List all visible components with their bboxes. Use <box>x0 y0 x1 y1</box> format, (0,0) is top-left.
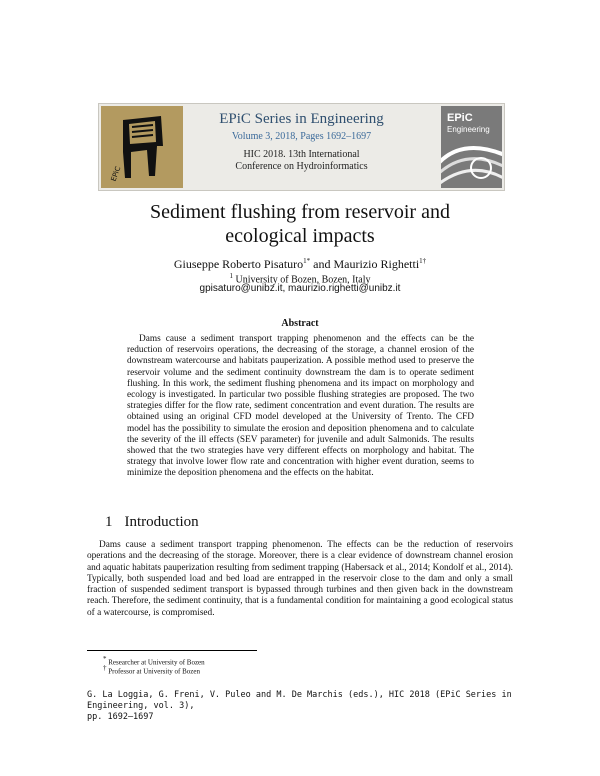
epic-engineering-logo <box>441 106 502 188</box>
author-list: Giuseppe Roberto Pisaturo$^{1*}$ and Maurizio Righetti$^{1\dagger}$ <box>173 257 427 271</box>
footnote-divider <box>87 650 257 651</box>
svg-text:EPiC: EPiC <box>109 165 123 183</box>
citation-footer: G. La Loggia, G. Freni, V. Puleo and M. De Marchis (eds.), HIC 2018 (EPiC Series in Engineering, vol. 3), pp. 1692–1697 <box>87 690 512 722</box>
footnote-1: * Researcher at University of Bozen <box>103 655 205 667</box>
abstract-heading: Abstract <box>281 318 319 329</box>
logo-engineering-label: Engineering <box>447 125 490 134</box>
abstract-text: Dams cause a sediment transport trapping phenomenon and the effects can be the reduction of reservoirs operations, the decreasing of the storage, a channel erosion of the downstream watercourse and habitats pauperization. A possible method used to preserve the reservoir volume and the sediment continuity downstream the dam is to operate sediment flushing. In this work, the sediment flushing phenomena and its impact on morphology and ecology is investigated. In particular two possible flushing strategies are proposed. The two strategies differ for the flow rate, sediment concentration and event duration. The results are obtained using an original CFD model developed at the University of Trento. The CFD model has the possibility to simulate the erosion and deposition phenomena and to calculate the severity of the ill effects (SEV parameter) for juvenile and adult Salmonids. The results showed that the two strategies have very different effects on morphology and habitat. The strategy that involve lower flow rate and concentration with higher event duration, seems to minimize the deposition phenomena and the effects on the habitat. <box>127 334 474 479</box>
author-name: Giuseppe Roberto Pisaturo <box>173 257 304 271</box>
conference-name: HIC 2018. 13th International Conference on Hydroinformatics <box>235 149 368 172</box>
affiliation: $^1$ University of Bozen, Bozen, Italy <box>229 272 371 286</box>
series-banner <box>98 103 505 191</box>
paper-title: Sediment flushing from reservoir and ecological impacts <box>150 201 450 247</box>
introduction-paragraph: Dams cause a sediment transport trapping phenomenon. The effects can be the reduction of reservoirs operations and the decreasing of the storage. Moreover, there is a clear evidence of downstream channel erosion and aquatic habitats pauperization resulting from sediment trapping (Habersack et al., 2014; Kondolf et al., 2014). Typically, both suspended load and bed load are entrapped in the reservoir close to the dam and only a small fraction of suspended sediment transport is bypassed through turbines and then given back in the downstream reach. Therefore, the sediment continuity, that is a fundamental condition for maintaining a good ecological status of a watercourse, is compromised. <box>87 540 513 618</box>
author-name: Maurizio Righetti <box>333 257 420 271</box>
author-emails[interactable]: gpisaturo@unibz.it, maurizio.righetti@unibz.it <box>199 283 401 294</box>
footnote-2: † Professor at University of Bozen <box>103 664 201 676</box>
volume-info[interactable]: Volume 3, 2018, Pages 1692–1697 <box>231 131 372 142</box>
series-title: EPiC Series in Engineering <box>219 111 384 127</box>
section-heading-introduction: 1 Introduction <box>105 514 199 530</box>
logo-epic-label: EPiC <box>447 112 473 124</box>
